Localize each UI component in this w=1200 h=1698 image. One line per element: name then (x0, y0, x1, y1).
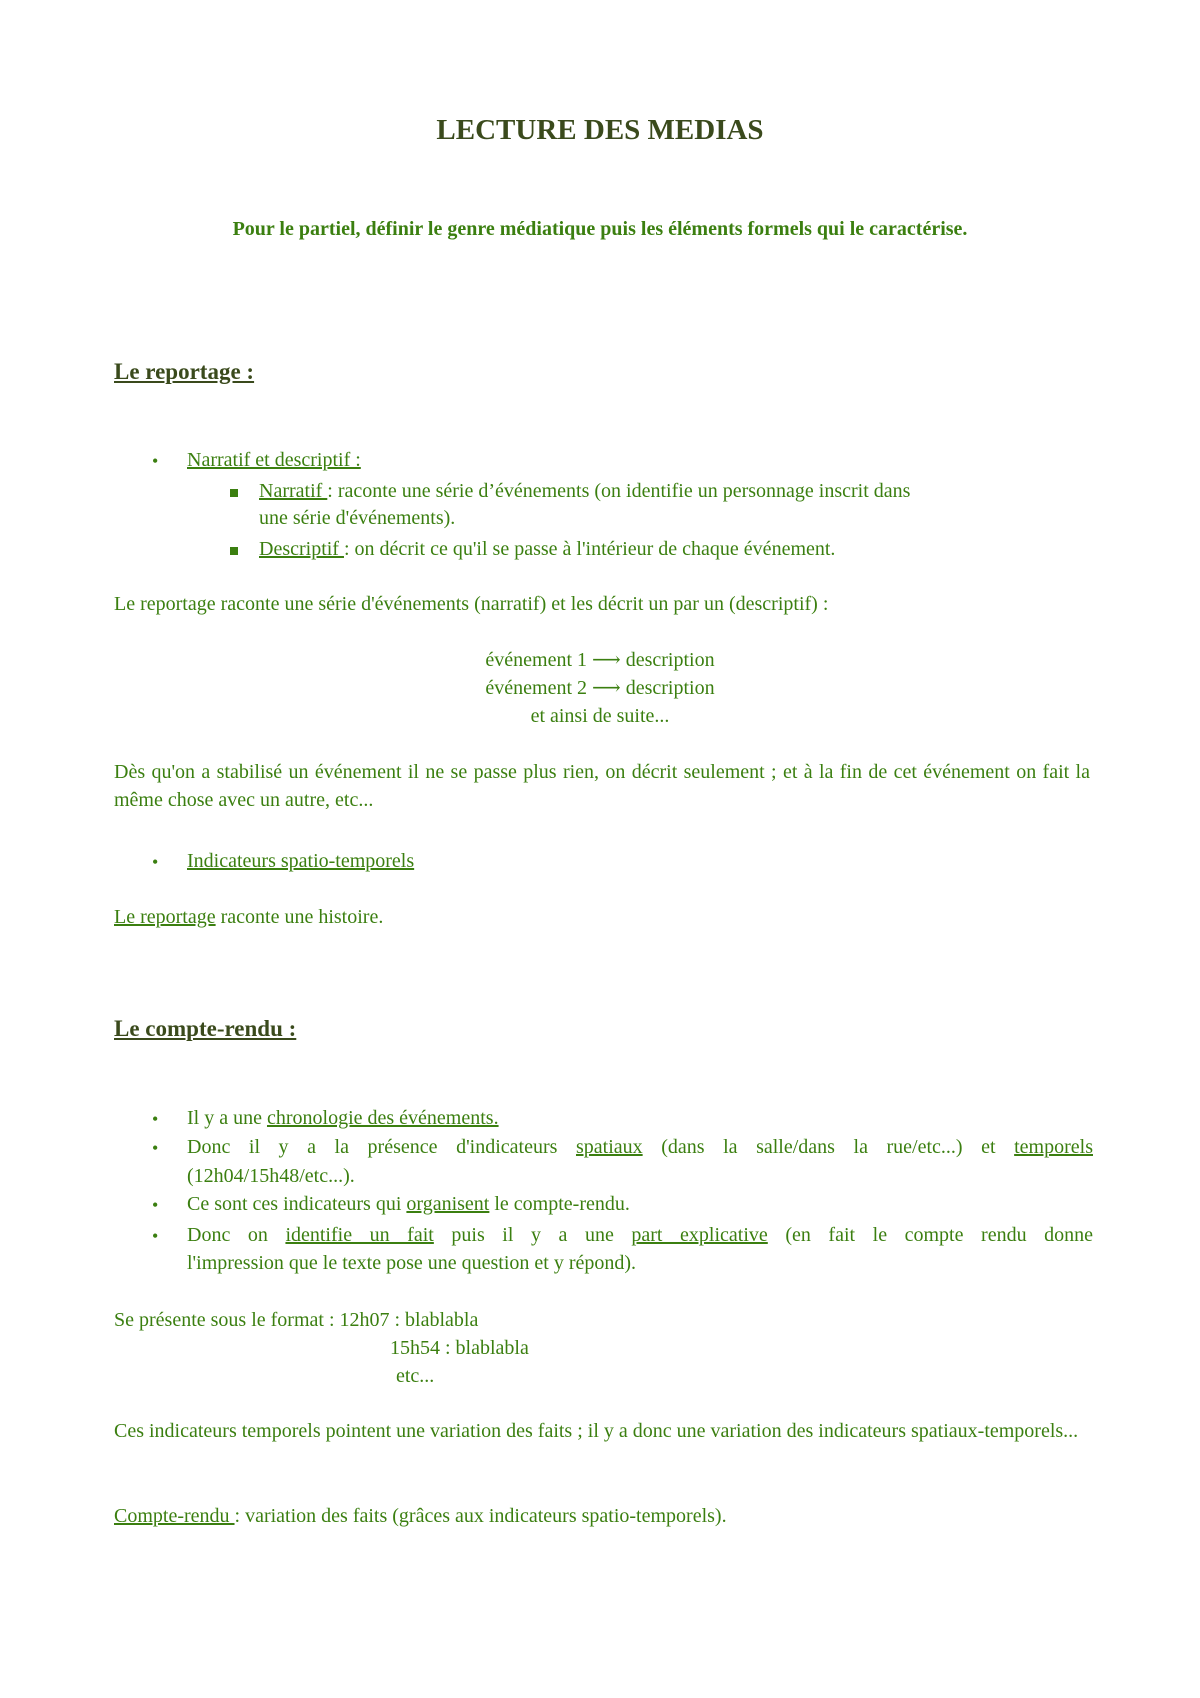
bullet-text: Ce sont ces indicateurs qui (187, 1193, 407, 1215)
underlined-text: identifie un fait (285, 1224, 434, 1246)
bullet-narratif-descriptif (187, 446, 361, 474)
underlined-text: organisent (406, 1193, 490, 1215)
bullet-identifie-fait (187, 1221, 1093, 1249)
sequence-line: et ainsi de suite... (530, 705, 670, 727)
page-title: LECTURE DES MEDIAS (436, 114, 764, 146)
conclusion-text: raconte une histoire. (215, 906, 384, 928)
format-example: 15h54 : blablabla (390, 1337, 529, 1359)
format-example: 12h07 : blablabla (339, 1309, 479, 1331)
underlined-text: temporels (1014, 1136, 1093, 1158)
section-heading-reportage: Le reportage : (114, 359, 255, 384)
format-label: Se présente sous le format : (114, 1309, 340, 1331)
format-example: etc... (396, 1365, 435, 1387)
bullet-indicateurs-spatiaux (187, 1133, 1093, 1161)
bullet-text: (en fait le compte rendu donne (767, 1224, 1094, 1246)
conclusion-label: Compte-rendu (114, 1505, 235, 1527)
conclusion-text: : variation des faits (grâces aux indicateurs spatio-temporels). (234, 1505, 727, 1527)
conclusion-reportage (114, 903, 383, 931)
sub-bullet-text: : raconte une série d’événements (on identifie un personnage inscrit dans (327, 480, 911, 502)
bullet-text: puis il y a une (433, 1224, 632, 1246)
bullet-text: Il y a une (187, 1107, 267, 1129)
underlined-text: part explicative (631, 1224, 768, 1246)
sub-bullet-descriptif (259, 535, 835, 563)
bullet-glyph: • (152, 1195, 159, 1215)
paragraph: Le reportage raconte une série d'événements (narratif) et les décrit un par un (descriptif) : (114, 593, 829, 615)
sub-bullet-text: : on décrit ce qu'il se passe à l'intérieur de chaque événement. (343, 538, 836, 560)
sub-bullet-narratif (259, 477, 910, 505)
sub-bullet-label: Narratif (259, 480, 328, 502)
bullet-indicateurs-spatiaux-cont: (12h04/15h48/etc...). (187, 1165, 355, 1187)
bullet-identifie-fait-cont: l'impression que le texte pose une question et y répond). (187, 1252, 637, 1274)
bullet-label: Narratif et descriptif : (187, 449, 361, 471)
bullet-label: Indicateurs spatio-temporels (187, 850, 415, 872)
paragraph: Ces indicateurs temporels pointent une variation des faits ; il y a donc une variation des indicateurs spatiaux-temporels... (114, 1420, 1079, 1442)
sequence-line: événement 1 ⟶ description (485, 649, 715, 671)
bullet-glyph: • (152, 852, 159, 872)
bullet-text: (dans la salle/dans la rue/etc...) et (642, 1136, 1015, 1158)
section-heading-compte-rendu: Le compte-rendu : (114, 1016, 297, 1041)
bullet-glyph: • (152, 451, 159, 471)
bullet-text: le compte-rendu. (489, 1193, 630, 1215)
sub-bullet-label: Descriptif (259, 538, 344, 560)
sub-bullet-narratif-cont: une série d'événements). (259, 507, 456, 529)
conclusion-label: Le reportage (114, 906, 216, 928)
bullet-glyph: • (152, 1109, 159, 1129)
conclusion-compte-rendu (114, 1502, 727, 1530)
bullet-organisent (187, 1190, 630, 1218)
bullet-indicateurs (187, 847, 414, 875)
underlined-text: spatiaux (575, 1136, 643, 1158)
square-bullet (230, 489, 238, 497)
page-subtitle: Pour le partiel, définir le genre médiatique puis les éléments formels qui le caractérise. (232, 218, 968, 240)
bullet-chronologie (187, 1104, 499, 1132)
paragraph: Dès qu'on a stabilisé un événement il ne se passe plus rien, on décrit seulement ; et à la fin de cet événement on fait la même chose avec un autre, etc... (114, 761, 1090, 811)
bullet-glyph: • (152, 1226, 159, 1246)
bullet-glyph: • (152, 1138, 159, 1158)
bullet-text: Donc on (187, 1224, 286, 1246)
bullet-text: Donc il y a la présence d'indicateurs (187, 1136, 576, 1158)
square-bullet (230, 547, 238, 555)
underlined-text: chronologie des événements. (266, 1107, 499, 1129)
sequence-line: événement 2 ⟶ description (485, 677, 715, 699)
format-line (114, 1306, 478, 1334)
